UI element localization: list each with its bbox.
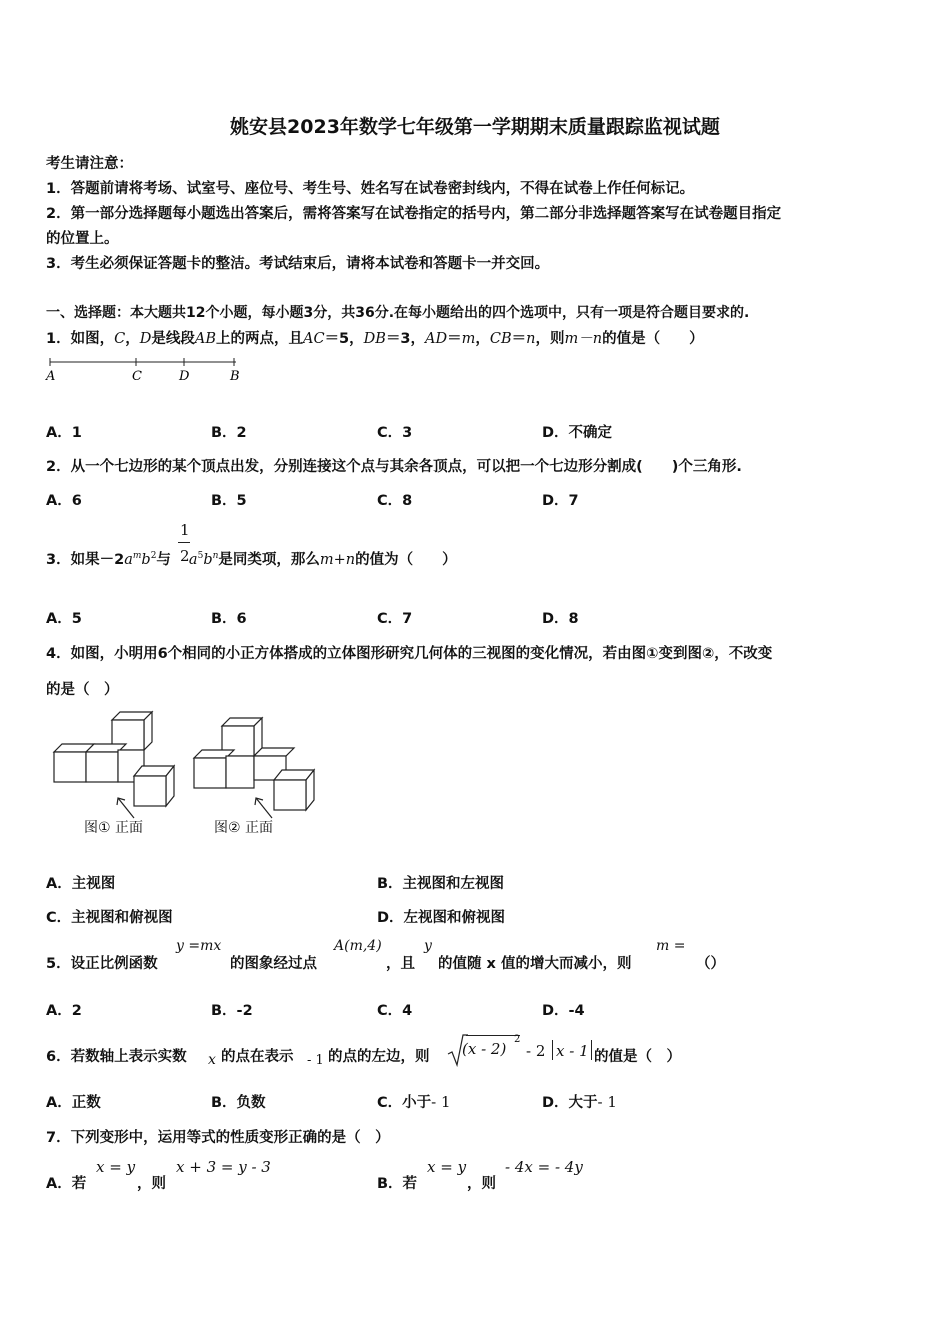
q3-option-a[interactable]: A．5 [46, 611, 82, 627]
q2-option-c[interactable]: C．8 [377, 493, 413, 509]
q6-option-c[interactable]: C．小于- 1 [377, 1093, 451, 1111]
fraction-bar [178, 542, 190, 543]
figure-1-cubes [54, 712, 174, 806]
q6-square: 2 [514, 1034, 521, 1045]
point-d-label: D [179, 369, 190, 384]
arrow-2 [256, 798, 272, 818]
q7-option-a-prefix[interactable]: A．若 [46, 1176, 87, 1192]
figure-2-cubes [194, 718, 314, 810]
question-4-line-2: 的是（ ） [46, 682, 119, 698]
question-6-mid: 的点在表示 [221, 1049, 294, 1065]
question-5-mid2: ，且 [386, 956, 415, 972]
q5-formula-4: m = [656, 938, 686, 954]
page-title: 姚安县2023年数学七年级第一学期期末质量跟踪监视试题 [230, 116, 720, 138]
notice-line-2a: 2．第一部分选择题每小题选出答案后，需将答案写在试卷指定的括号内，第二部分非选择题答案写在试卷题目指定 [46, 206, 782, 222]
section-heading: 一、选择题：本大题共12个小题，每小题3分，共36分.在每小题给出的四个选项中，只有一项是符合题目要求的. [46, 305, 750, 321]
q7-option-b-then: ，则 [467, 1176, 496, 1192]
q7-option-a-then: ，则 [137, 1176, 166, 1192]
question-3: 3．如果$-2a^mb^2$与 $a^5b^n$是同类项，那么m+n的值为（ ） [46, 551, 457, 568]
q6-x: x [208, 1052, 216, 1068]
q5-option-b[interactable]: B．-2 [211, 1003, 253, 1019]
fraction-denominator: 2 [180, 547, 190, 565]
notice-line-2b: 的位置上。 [46, 231, 119, 247]
q5-formula-2: A(m,4) [334, 938, 382, 954]
question-6-prefix: 6．若数轴上表示实数 [46, 1049, 187, 1065]
q7-option-b-formula-1: x = y [427, 1158, 467, 1176]
q7-option-a-formula-2: x + 3 = y - 3 [176, 1158, 271, 1176]
q6-neg-one: - 1 [307, 1053, 324, 1068]
question-5-end: （） [696, 956, 725, 972]
q7-option-b-formula-2: - 4x = - 4y [505, 1158, 583, 1176]
question-2: 2．从一个七边形的某个顶点出发，分别连接这个点与其余各顶点，可以把一个七边形分割成( )个三角形. [46, 459, 742, 475]
q4-option-b[interactable]: B．主视图和左视图 [377, 876, 505, 892]
q6-option-b[interactable]: B．负数 [211, 1095, 266, 1111]
q1-option-a[interactable]: A．1 [46, 425, 82, 441]
question-1: 1．如图，C，D是线段AB上的两点，且AC＝5，DB＝3，AD＝m，CB＝n，则m－n的值是（ ） [46, 331, 704, 347]
sqrt-overline [466, 1035, 520, 1036]
question-6-mid2: 的点的左边，则 [328, 1049, 430, 1065]
question-7: 7．下列变形中，运用等式的性质变形正确的是（ ） [46, 1130, 390, 1146]
q6-radicand: (x - 2) [462, 1040, 507, 1058]
q5-option-c[interactable]: C．4 [377, 1003, 413, 1019]
q7-option-b-prefix[interactable]: B．若 [377, 1176, 418, 1192]
q1-option-b[interactable]: B．2 [211, 425, 247, 441]
q4-option-c[interactable]: C．主视图和俯视图 [46, 910, 173, 926]
q3-option-c[interactable]: C．7 [377, 611, 413, 627]
question-5-prefix: 5．设正比例函数 [46, 956, 158, 972]
question-6-end: 的值是（ ） [594, 1049, 681, 1065]
fraction-numerator: 1 [180, 521, 190, 539]
figure-2-caption: 图② 正面 [214, 820, 274, 836]
q3-option-d[interactable]: D．8 [542, 611, 579, 627]
point-a-label: A [46, 369, 56, 384]
q5-option-a[interactable]: A．2 [46, 1003, 82, 1019]
q1-option-c[interactable]: C．3 [377, 425, 413, 441]
q7-option-a-formula-1: x = y [96, 1158, 136, 1176]
point-b-label: B [230, 369, 240, 384]
arrow-1 [118, 798, 134, 818]
q5-formula-1: y =mx [176, 938, 222, 954]
notice-line-3: 3．考生必须保证答题卡的整洁。考试结束后，请将本试卷和答题卡一并交回。 [46, 256, 550, 272]
question-5-mid: 的图象经过点 [230, 956, 317, 972]
q6-option-a[interactable]: A．正数 [46, 1095, 101, 1111]
figure-1-caption: 图① 正面 [84, 820, 144, 836]
q6-option-d[interactable]: D．大于- 1 [542, 1093, 617, 1111]
notice-line-1: 1．答题前请将考场、试室号、座位号、考生号、姓名写在试卷密封线内，不得在试卷上作任何标记。 [46, 181, 695, 197]
q2-option-b[interactable]: B．5 [211, 493, 247, 509]
question-4-line-1: 4．如图，小明用6个相同的小正方体搭成的立体图形研究几何体的三视图的变化情况，若由图①变到图②，不改变 [46, 646, 773, 662]
q2-option-d[interactable]: D．7 [542, 493, 579, 509]
segment-figure [44, 355, 244, 385]
q2-option-a[interactable]: A．6 [46, 493, 82, 509]
q3-option-b[interactable]: B．6 [211, 611, 247, 627]
q5-formula-3: y [424, 938, 432, 954]
q1-option-d[interactable]: D．不确定 [542, 425, 613, 441]
q5-option-d[interactable]: D．-4 [542, 1003, 585, 1019]
point-c-label: C [132, 369, 142, 384]
q4-option-a[interactable]: A．主视图 [46, 876, 116, 892]
question-5-mid3: 的值随 x 值的增大而减小，则 [438, 956, 632, 972]
q6-minus-two: - 2 [526, 1042, 546, 1060]
q6-abs-content: x - 1 [556, 1042, 589, 1060]
q4-option-d[interactable]: D．左视图和俯视图 [377, 910, 506, 926]
notice-heading: 考生请注意： [46, 156, 133, 172]
